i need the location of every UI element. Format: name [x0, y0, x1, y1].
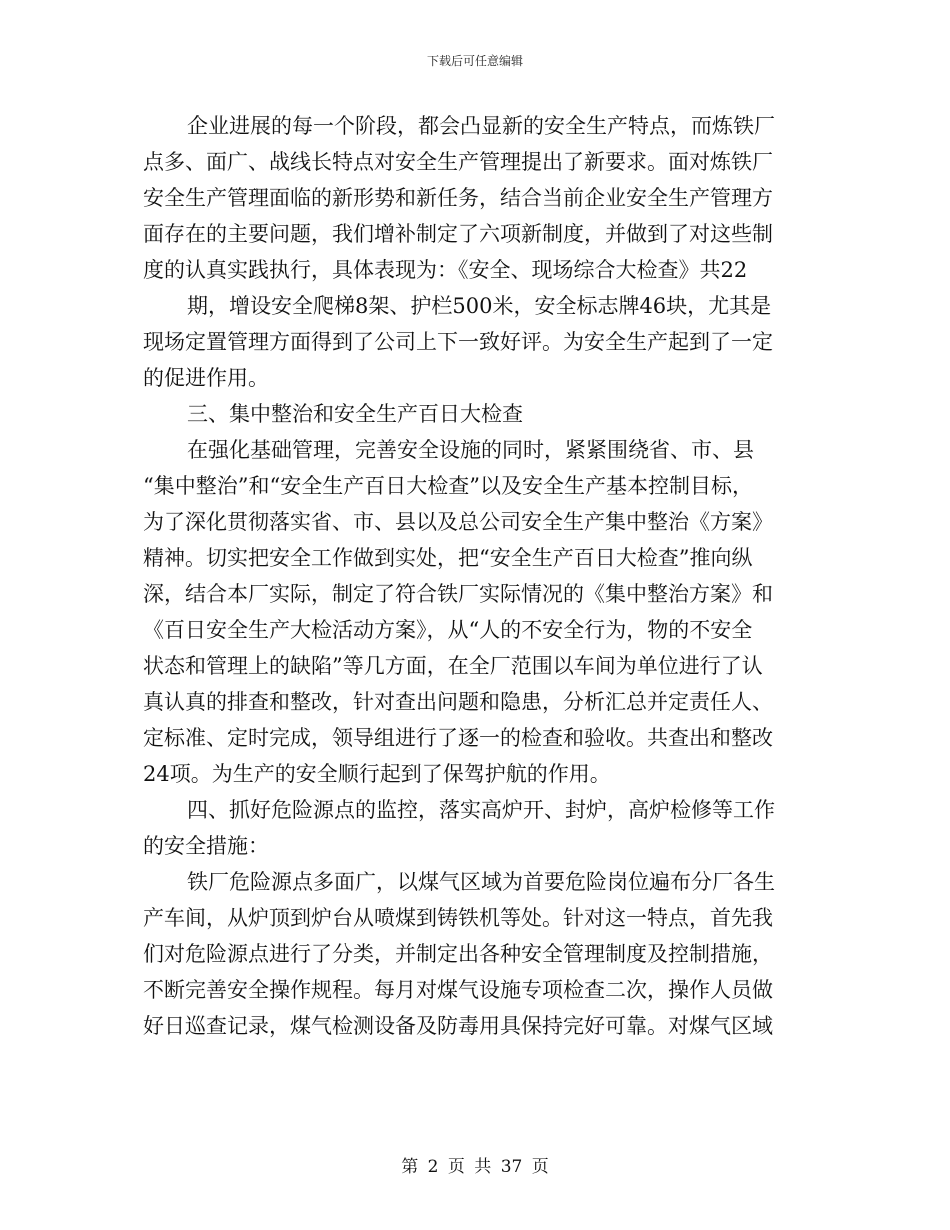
text-line: 深，结合本厂实际，制定了符合铁厂实际情况的《集中整治方案》和	[143, 582, 773, 606]
text-line: 真认真的排查和整改，针对查出问题和隐患，分析汇总并定责任人、	[143, 690, 773, 714]
text-line: 安全生产管理面临的新形势和新任务，结合当前企业安全生产管理方	[143, 186, 773, 210]
text-line: 度的认真实践执行，具体表现为：《安全、现场综合大检查》共22	[143, 258, 748, 282]
page-number: 第 2 页 共 37 页	[401, 1157, 549, 1177]
text-line: 期，增设安全爬梯8架、护栏500米，安全标志牌46块，尤其是	[187, 294, 772, 318]
text-line: 在强化基础管理，完善安全设施的同时，紧紧围绕省、市、县	[187, 438, 754, 462]
document-body	[143, 108, 805, 1044]
text-line: 不断完善安全操作规程。每月对煤气设施专项检查二次，操作人员做	[143, 978, 773, 1002]
text-line: 好日巡查记录，煤气检测设备及防毒用具保持完好可靠。对煤气区域	[143, 1014, 773, 1038]
text-line: 企业进展的每一个阶段，都会凸显新的安全生产特点，而炼铁厂	[187, 114, 775, 138]
text-line: 状态和管理上的缺陷”等几方面，在全厂范围以车间为单位进行了认	[143, 654, 763, 678]
text-line: 定标准、定时完成，领导组进行了逐一的检查和验收。共查出和整改	[143, 726, 773, 750]
text-line: 产车间，从炉顶到炉台从喷煤到铸铁机等处。针对这一特点，首先我	[143, 906, 773, 930]
text-line: 铁厂危险源点多面广，以煤气区域为首要危险岗位遍布分厂各生	[187, 870, 775, 894]
text-line: 点多、面广、战线长特点对安全生产管理提出了新要求。面对炼铁厂	[143, 150, 773, 174]
text-line: 现场定置管理方面得到了公司上下一致好评。为安全生产起到了一定	[143, 330, 773, 354]
text-line: “集中整治”和“安全生产百日大检查”以及安全生产基本控制目标，	[143, 474, 753, 498]
text-line: 24项。为生产的安全顺行起到了保驾护航的作用。	[143, 762, 611, 786]
text-line: 为了深化贯彻落实省、市、县以及总公司安全生产集中整治《方案》	[143, 510, 773, 534]
text-line: 精神。切实把安全工作做到实处，把“安全生产百日大检查”推向纵	[143, 546, 753, 570]
section-heading: 四、抓好危险源点的监控，落实高炉开、封炉，高炉检修等工作	[187, 798, 775, 822]
section-heading: 的安全措施：	[143, 834, 269, 858]
text-line: 面存在的主要问题，我们增补制定了六项新制度，并做到了对这些制	[143, 222, 773, 246]
text-line: 们对危险源点进行了分类，并制定出各种安全管理制度及控制措施，	[143, 942, 773, 966]
text-line: 的促进作用。	[143, 366, 269, 390]
text-line: 《百日安全生产大检活动方案》，从“人的不安全行为，物的不安全	[143, 618, 753, 642]
section-heading: 三、集中整治和安全生产百日大检查	[187, 402, 523, 426]
page-header: 下载后可任意编辑	[426, 54, 523, 68]
